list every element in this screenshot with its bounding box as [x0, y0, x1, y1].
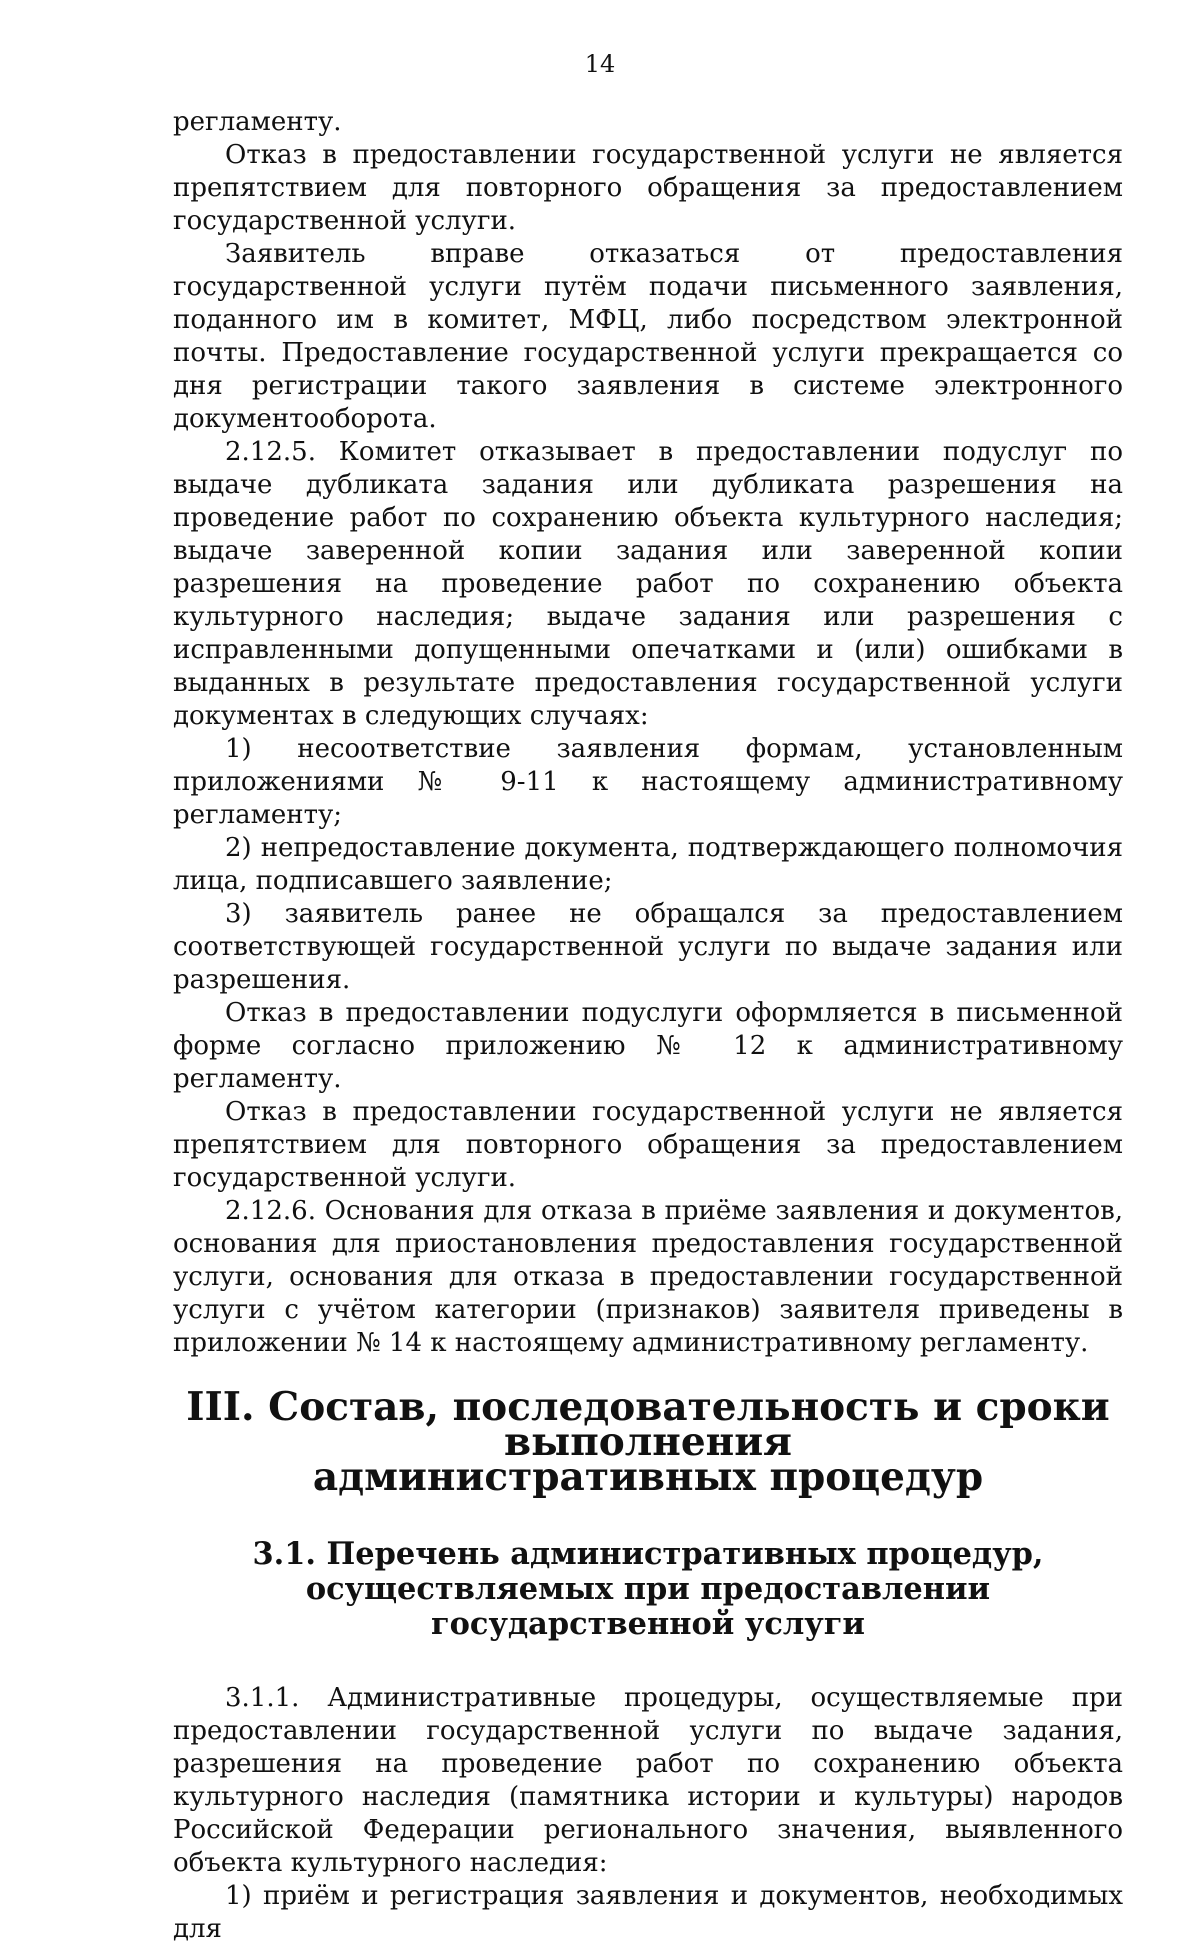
section-heading-line: III. Состав, последовательность и сроки выполнения — [186, 1384, 1110, 1465]
list-item: 1) несоответствие заявления формам, установленным приложениями № 9-11 к настоящему административному регламенту; — [173, 734, 1123, 830]
document-body — [173, 106, 1123, 1946]
list-item: 1) приём и регистрация заявления и документов, необходимых для — [173, 1881, 1123, 1944]
subsection-heading-line: 3.1. Перечень административных процедур, — [252, 1536, 1044, 1572]
paragraph: Заявитель вправе отказаться от предоставления государственной услуги путём подачи письменного заявления, поданного им в комитет, МФЦ, либо посредством электронной почты. Предоставление государственной услуги прекращается со дня регистрации такого заявления в системе электронного документооборота. — [173, 239, 1123, 434]
paragraph: Отказ в предоставлении государственной услуги не является препятствием для повторного обращения за предоставлением государственной услуги. — [173, 1097, 1123, 1193]
list-item: 2) непредоставление документа, подтверждающего полномочия лица, подписавшего заявление; — [173, 833, 1123, 896]
paragraph-3-1-1: 3.1.1. Административные процедуры, осуществляемые при предоставлении государственной услуги по выдаче задания, разрешения на проведение работ по сохранению объекта культурного наследия (памятника истории и культуры) народов Российской Федерации регионального значения, выявленного объекта культурного наследия: — [173, 1683, 1123, 1878]
list-item: 3) заявитель ранее не обращался за предоставлением соответствующей государственной услуги по выдаче задания или разрешения. — [173, 899, 1123, 995]
section-heading-line: административных процедур — [312, 1454, 984, 1500]
paragraph-2-12-6: 2.12.6. Основания для отказа в приёме заявления и документов, основания для приостановления предоставления государственной услуги, основания для отказа в предоставлении государственной услуги с учётом категории (признаков) заявителя приведены в приложении № 14 к настоящему административному регламенту. — [173, 1196, 1123, 1358]
paragraph-2-12-5: 2.12.5. Комитет отказывает в предоставлении подуслуг по выдаче дубликата задания или дубликата разрешения на проведение работ по сохранению объекта культурного наследия; выдаче заверенной копии задания или заверенной копии разрешения на проведение работ по сохранению объекта культурного наследия; выдаче задания или разрешения с исправленными допущенными опечатками и (или) ошибками в выданных в результате предоставления государственной услуги документах в следующих случаях: — [173, 437, 1123, 731]
paragraph: Отказ в предоставлении государственной услуги не является препятствием для повторного обращения за предоставлением государственной услуги. — [173, 140, 1123, 236]
paragraph: Отказ в предоставлении подуслуги оформляется в письменной форме согласно приложению № 12 к административному регламенту. — [173, 998, 1123, 1094]
section-heading — [173, 1384, 1123, 1500]
page-number: 14 — [584, 50, 616, 78]
subsection-heading-line: осуществляемых при предоставлении государственной услуги — [305, 1571, 991, 1642]
paragraph: регламенту. — [173, 107, 342, 137]
subsection-heading — [173, 1537, 1123, 1642]
